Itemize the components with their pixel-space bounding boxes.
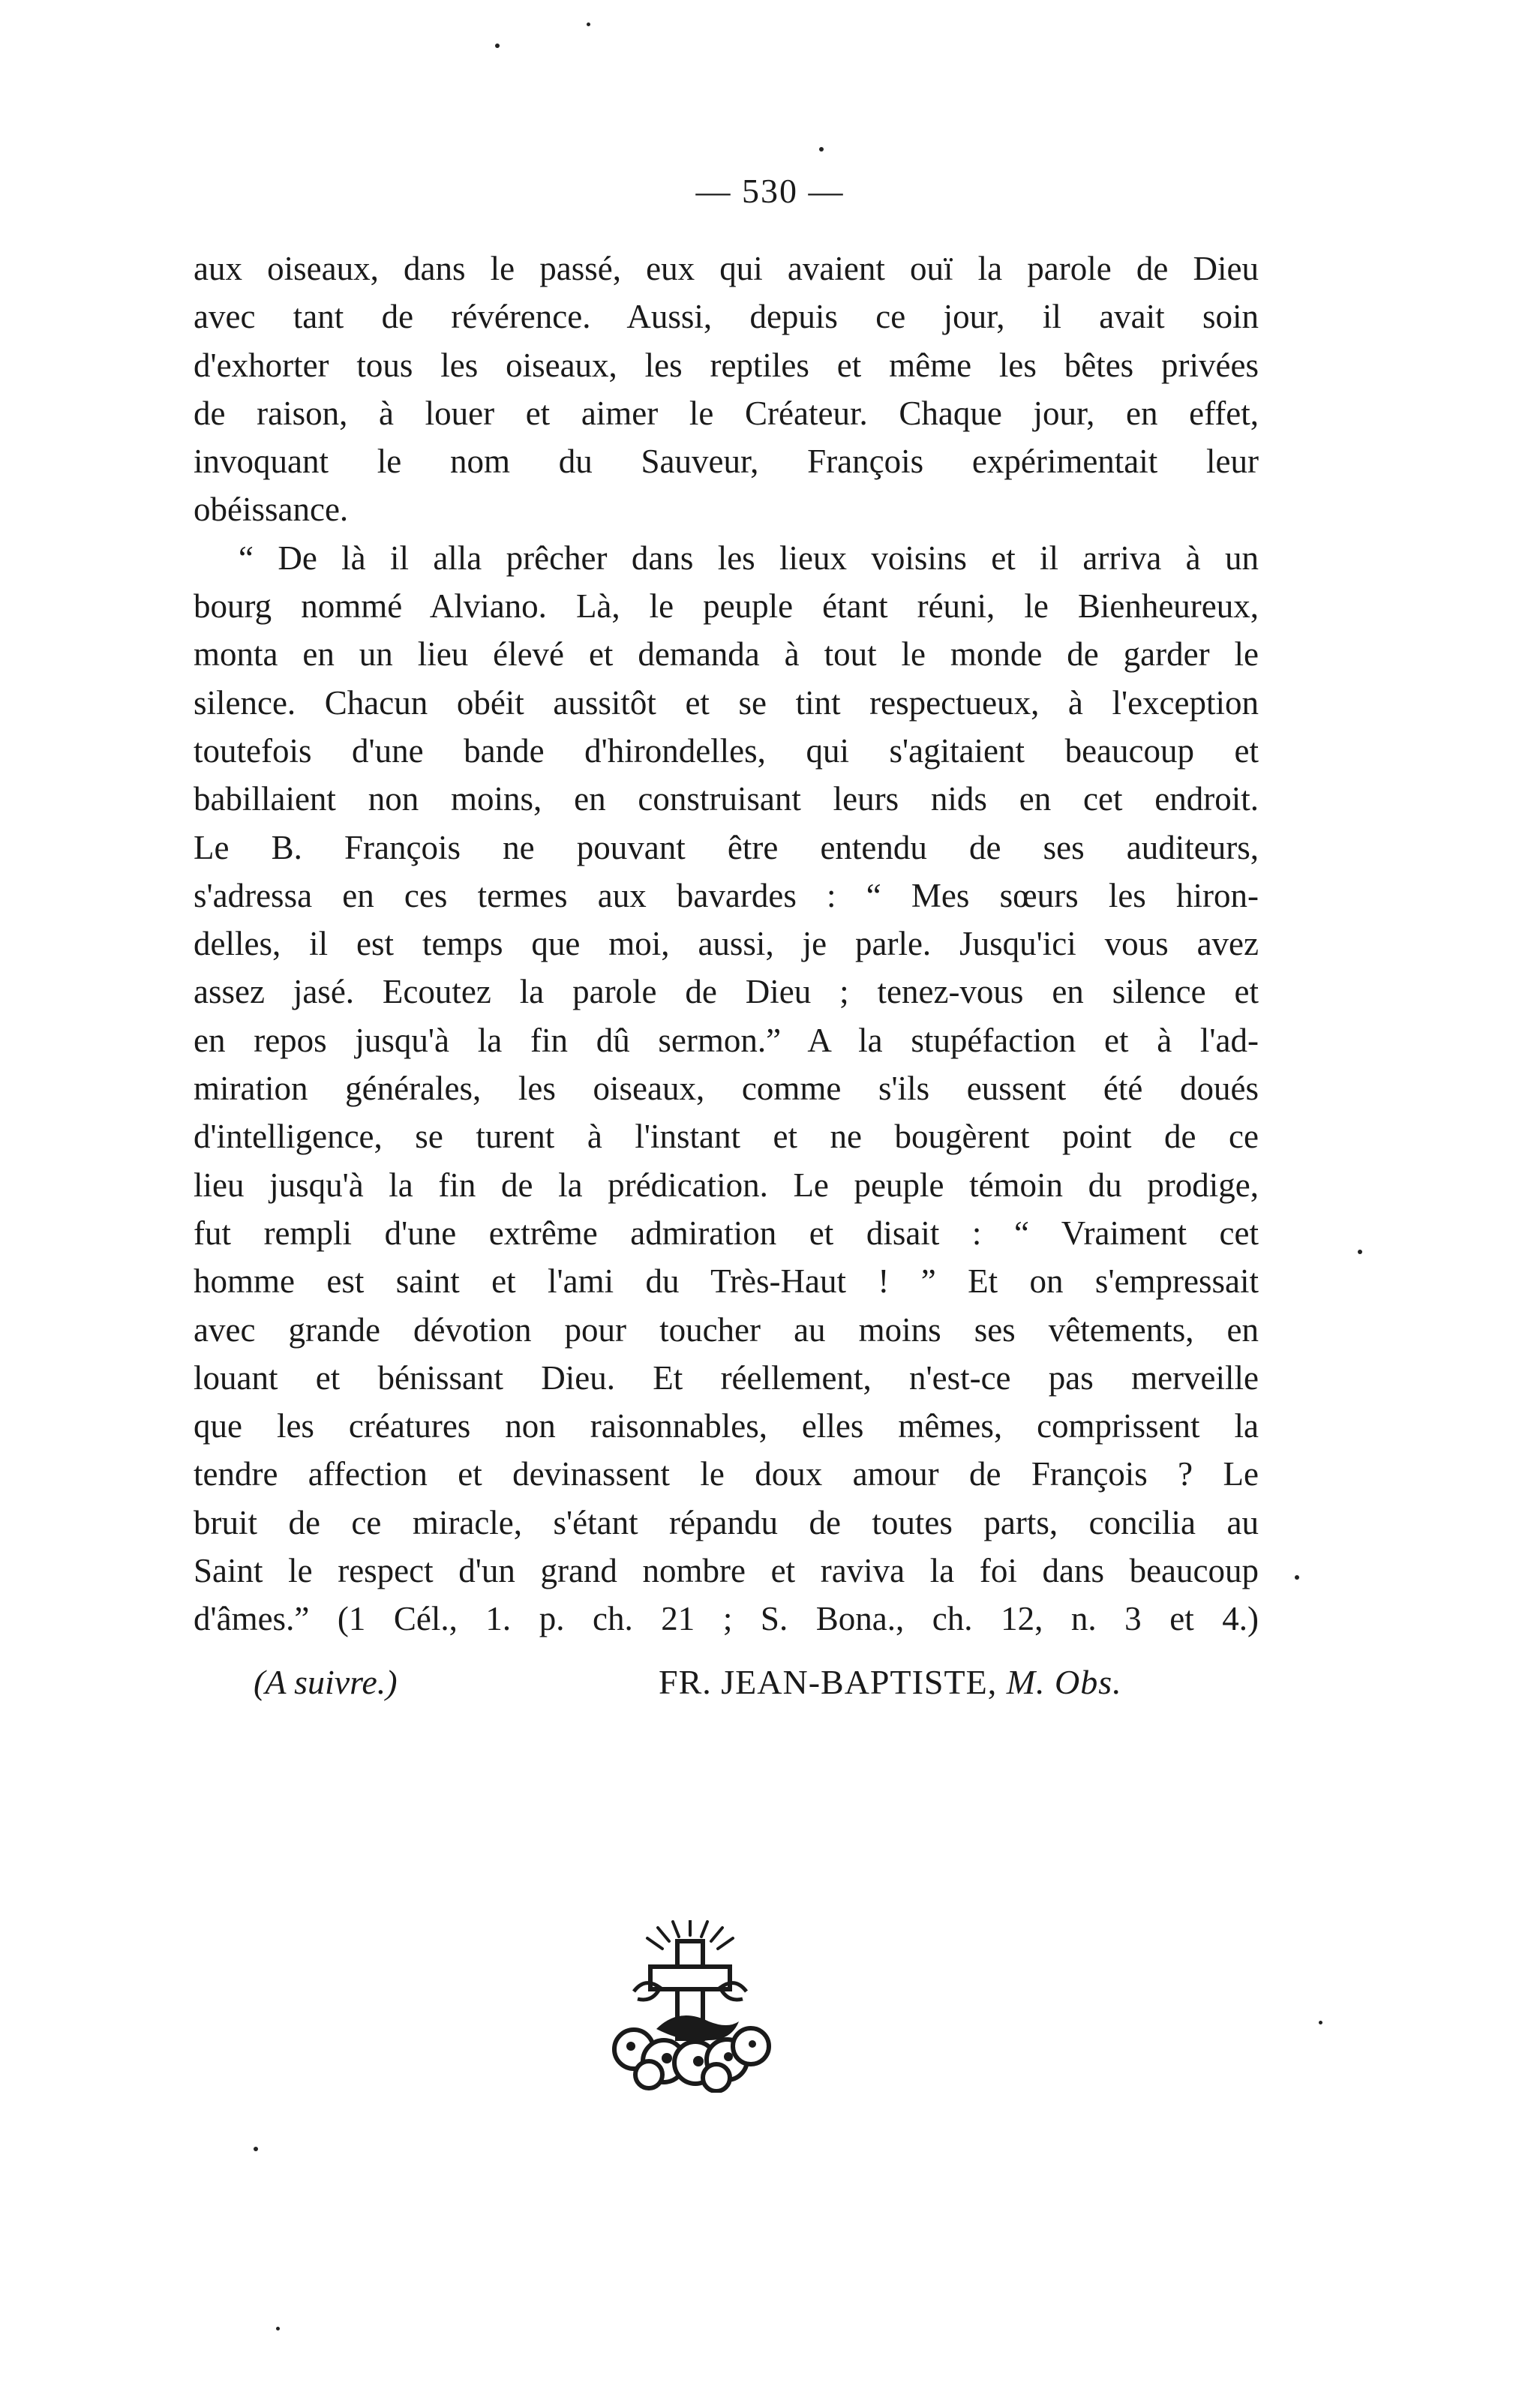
text-line: bruit de ce miracle, s'étant répandu de toutes parts, concilia au [194,1503,1259,1541]
signature-row [194,1662,1259,1715]
text-line: obéissance. [194,491,349,529]
scan-speck [1358,1250,1362,1254]
text-line: monta en un lieu élevé et demanda à tout le monde de garder le [194,635,1259,674]
scan-speck [1295,1575,1299,1580]
body-text [194,245,1259,1643]
text-line: fut rempli d'une extrême admiration et disait : “ Vraiment cet [194,1214,1259,1252]
author-title: M. Obs. [1006,1663,1122,1701]
author-signature [659,1662,1122,1702]
text-line: babillaient non moins, en construisant leurs nids en cet endroit. [194,780,1259,818]
text-line: homme est saint et l'ami du Très-Haut ! ” Et on s'empressait [194,1262,1259,1301]
text-line: avec grande dévotion pour toucher au moins ses vêtements, en [194,1310,1259,1349]
text-line: que les créatures non raisonnables, elles mêmes, comprissent la [194,1407,1259,1445]
text-line: tendre affection et devinassent le doux amour de François ? Le [194,1455,1259,1493]
page-number: — 530 — [695,172,845,210]
text-line: invoquant le nom du Sauveur, François expérimentait leur [194,443,1259,481]
scan-speck [254,2147,258,2151]
text-line: delles, il est temps que moi, aussi, je parle. Jusqu'ici vous avez [194,925,1259,963]
text-line: de raison, à louer et aimer le Créateur. Chaque jour, en effet, [194,394,1259,432]
text-line: aux oiseaux, dans le passé, eux qui avaient ouï la parole de Dieu [194,250,1259,287]
text-line: “ De là il alla prêcher dans les lieux voisins et il arriva à un [239,539,1259,577]
text-line: d'âmes.” (1 Cél., 1. p. ch. 21 ; S. Bona., ch. 12, n. 3 et 4.) [194,1600,1259,1638]
scan-speck [495,44,500,48]
text-line: toutefois d'une bande d'hirondelles, qui s'agitaient beaucoup et [194,731,1259,770]
scan-speck [819,147,824,152]
text-line: d'exhorter tous les oiseaux, les reptiles et même les bêtes privées [194,346,1259,384]
scan-speck [276,2327,280,2330]
text-line: s'adressa en ces termes aux bavardes : “ Mes sœurs les hiron- [194,876,1259,914]
to-be-continued: (A suivre.) [254,1663,398,1701]
text-line: en repos jusqu'à la fin dû sermon.” A la stupéfaction et à l'ad- [194,1021,1259,1059]
text-line: Le B. François ne pouvant être entendu de ses auditeurs, [194,828,1259,866]
text-line: silence. Chacun obéit aussitôt et se tint respectueux, à l'exception [194,683,1259,722]
text-line: Saint le respect d'un grand nombre et raviva la foi dans beaucoup [194,1552,1259,1590]
text-line: louant et bénissant Dieu. Et réellement, n'est-ce pas merveille [194,1358,1259,1397]
scan-speck [587,23,590,26]
cross-on-clouds-icon [604,1920,776,2093]
text-line: bourg nommé Alviano. Là, le peuple étant réuni, le Bienheureux, [194,587,1259,626]
author-name: FR. JEAN-BAPTISTE, [659,1663,998,1701]
text-line: lieu jusqu'à la fin de la prédication. Le peuple témoin du prodige, [194,1166,1259,1204]
scan-speck [1319,2021,1322,2024]
text-line: miration générales, les oiseaux, comme s'ils eussent été doués [194,1070,1259,1108]
text-line: d'intelligence, se turent à l'instant et ne bougèrent point de ce [194,1118,1259,1156]
text-line: avec tant de révérence. Aussi, depuis ce jour, il avait soin [194,298,1259,336]
text-line: assez jasé. Ecoutez la parole de Dieu ; tenez-vous en silence et [194,973,1259,1011]
